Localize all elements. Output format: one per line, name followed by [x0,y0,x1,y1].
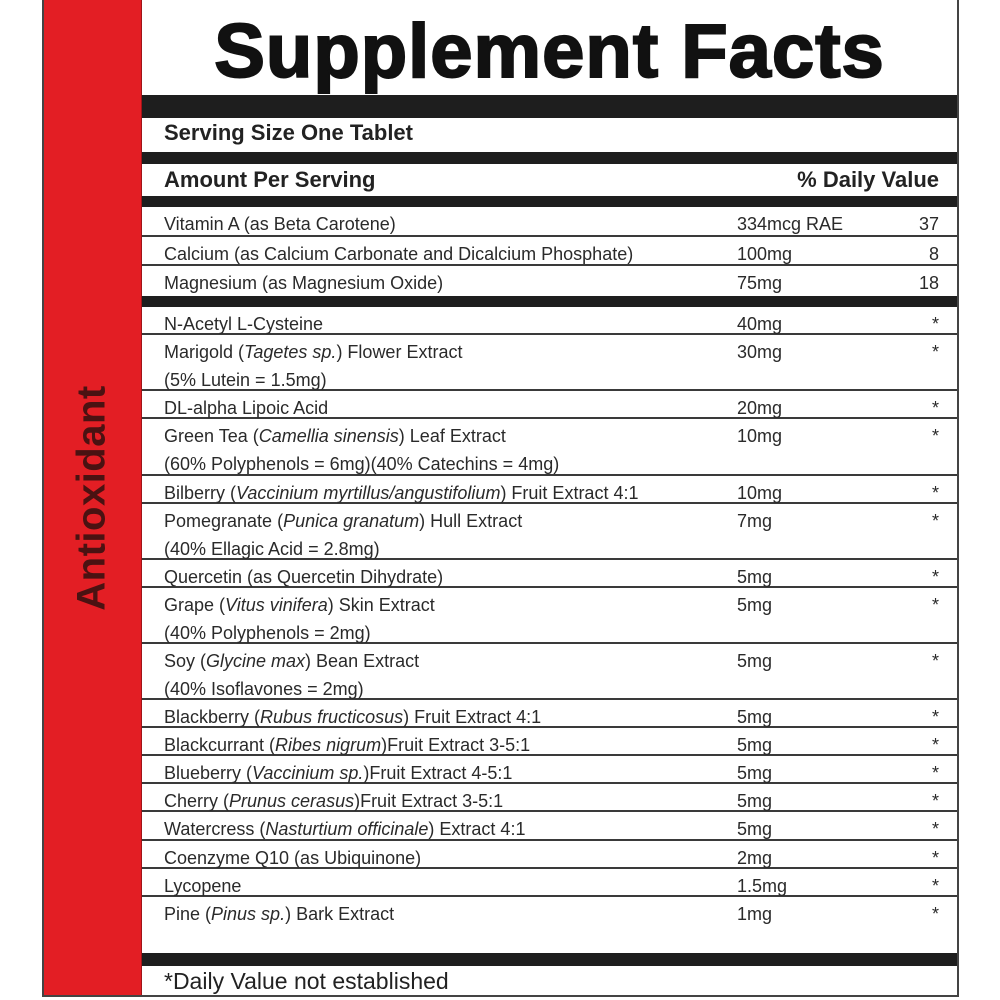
ingredient-name [164,787,503,815]
category-side-band [44,0,142,995]
ingredient-name [164,900,394,928]
ingredient-standardization: (5% Lutein = 1.5mg) [164,370,327,391]
divider-bar [142,953,957,966]
ingredient-amount: 334mcg RAE [737,214,844,234]
serving-size: Serving Size One Tablet [164,120,413,145]
table-row [142,391,957,419]
table-row [142,728,957,756]
table-row [142,560,957,588]
name-part: Blueberry ( [164,763,253,784]
name-part: Bilberry ( [164,482,237,503]
daily-value: * [931,314,939,334]
ingredient-standardization: (40% Ellagic Acid = 2.8mg) [164,538,380,559]
latin-name: Nasturtium officinale [265,819,429,840]
divider-bar [142,296,957,307]
ingredient-name [164,591,435,647]
ingredient-name [164,240,633,268]
name-part: Soy ( [164,651,207,671]
ingredient-amount: 5mg [737,651,773,671]
table-row [142,784,957,812]
latin-name: Rubus fructicosus [260,707,404,728]
daily-value-header: % Daily Value [797,167,939,192]
ingredient-amount: 5mg [737,594,773,615]
name-part: Grape ( [164,594,226,615]
daily-value: * [931,791,939,812]
ingredient-name [164,479,638,507]
name-part: N-Acetyl L-Cysteine [164,314,324,334]
name-part: ) Leaf Extract [398,426,506,447]
ingredient-amount: 5mg [737,763,773,784]
name-part: ) Bark Extract [285,903,395,924]
ingredient-name [164,338,462,394]
ingredient-name [164,844,421,872]
name-part: Green Tea ( [164,426,259,447]
ingredient-name [164,507,522,563]
table-row [142,700,957,728]
ingredient-amount: 40mg [737,314,783,334]
table-row [142,869,957,897]
ingredient-name [164,269,443,297]
name-part: Pomegranate ( [164,510,284,531]
ingredient-name [164,563,443,591]
latin-name: Camellia sinensis [258,426,399,447]
ingredient-amount: 2mg [737,847,773,868]
column-headers [164,167,939,193]
daily-value: * [931,426,939,447]
ingredient-standardization: (40% Isoflavones = 2mg) [164,679,364,699]
ingredient-amount: 1.5mg [737,875,788,896]
latin-name: Vaccinium myrtillus/angustifolium [236,482,501,503]
table-row [142,588,957,644]
latin-name: Glycine max [206,651,306,671]
name-part: Lycopene [164,875,242,896]
table-row [142,419,957,475]
name-part: )Fruit Extract 3-5:1 [381,735,531,756]
name-part: Pine ( [164,903,212,924]
facts-panel [142,0,957,995]
daily-value: * [931,342,939,363]
name-part: ) Flower Extract [336,342,463,363]
daily-value: 37 [918,214,939,234]
latin-name: Prunus cerasus [229,791,355,812]
footnote: *Daily Value not established [164,968,449,994]
ingredient-name [164,703,541,731]
name-part: ) Bean Extract [305,651,420,671]
name-part: Cherry ( [164,791,230,812]
name-part: Vitamin A (as Beta Carotene) [164,214,396,234]
latin-name: Vaccinium sp. [252,763,364,784]
latin-name: Tagetes sp. [244,342,337,363]
ingredient-name [164,759,512,787]
daily-value: * [931,594,939,615]
name-part: Coenzyme Q10 (as Ubiquinone) [164,847,422,868]
ingredient-amount: 20mg [737,398,783,419]
table-row [142,307,957,335]
name-part: DL-alpha Lipoic Acid [164,398,329,419]
ingredient-standardization: (60% Polyphenols = 6mg)(40% Catechins = 4mg) [164,454,560,475]
table-row [142,897,957,925]
daily-value: * [931,510,939,531]
daily-value: * [931,875,939,896]
ingredient-amount: 1mg [737,903,773,924]
daily-value: * [931,735,939,756]
name-part: Watercress ( [164,819,266,840]
daily-value: 18 [918,273,939,294]
table-row [142,841,957,869]
divider-bar [142,152,957,164]
table-row [142,504,957,560]
name-part: ) Fruit Extract 4:1 [500,482,639,503]
ingredient-name [164,210,396,238]
daily-value: * [931,763,939,784]
daily-value: * [931,847,939,868]
name-part: Blackberry ( [164,707,261,728]
vitamin-rows [142,207,957,296]
ingredient-name [164,310,323,338]
name-part: ) Hull Extract [419,510,523,531]
name-part: Quercetin (as Quercetin Dihydrate) [164,566,444,587]
ingredient-amount: 5mg [737,819,773,840]
supplement-facts-label [42,0,959,997]
ingredient-amount: 5mg [737,566,773,587]
table-row [142,812,957,840]
table-row [142,644,957,700]
name-part: ) Skin Extract [327,594,435,615]
name-part: Magnesium (as Magnesium Oxide) [164,273,444,294]
ingredient-amount: 5mg [737,707,773,728]
amount-header: Amount Per Serving [164,167,376,192]
ingredient-amount: 30mg [737,342,783,363]
category-label: Antioxidant [69,385,114,611]
table-row [142,237,957,267]
daily-value: * [931,651,939,671]
ingredient-name [164,815,525,843]
label-title: Supplement Facts [214,9,885,94]
ingredient-name [164,647,419,703]
name-part: Marigold ( [164,342,245,363]
daily-value: * [931,398,939,419]
ingredient-name [164,422,559,478]
ingredient-name [164,872,241,900]
ingredient-amount: 5mg [737,735,773,756]
table-row [142,266,957,296]
ingredient-rows [142,307,957,953]
latin-name: Pinus sp. [211,903,286,924]
divider-bar [142,196,957,207]
latin-name: Vitus vinifera [225,594,328,615]
name-part: )Fruit Extract 4-5:1 [363,763,513,784]
name-part: ) Fruit Extract 4:1 [403,707,542,728]
name-part: Calcium (as Calcium Carbonate and Dicalcium Phosphate) [164,243,634,264]
name-part: Blackcurrant ( [164,735,276,756]
table-row [142,756,957,784]
ingredient-name [164,731,530,759]
ingredient-amount: 100mg [737,243,793,264]
daily-value: * [931,707,939,728]
daily-value: * [931,819,939,840]
name-part: ) Extract 4:1 [428,819,526,840]
table-row [142,476,957,504]
daily-value: * [931,903,939,924]
table-row [142,335,957,391]
ingredient-standardization: (40% Polyphenols = 2mg) [164,622,371,643]
table-row [142,207,957,237]
ingredient-amount: 10mg [737,482,783,503]
daily-value: * [931,482,939,503]
latin-name: Ribes nigrum [275,735,382,756]
ingredient-amount: 75mg [737,273,783,294]
divider-bar [142,95,957,118]
daily-value: * [931,566,939,587]
latin-name: Punica granatum [283,510,420,531]
daily-value: 8 [928,243,939,264]
ingredient-name [164,394,328,422]
ingredient-amount: 5mg [737,791,773,812]
name-part: )Fruit Extract 3-5:1 [354,791,504,812]
ingredient-amount: 7mg [737,510,773,531]
ingredient-amount: 10mg [737,426,783,447]
